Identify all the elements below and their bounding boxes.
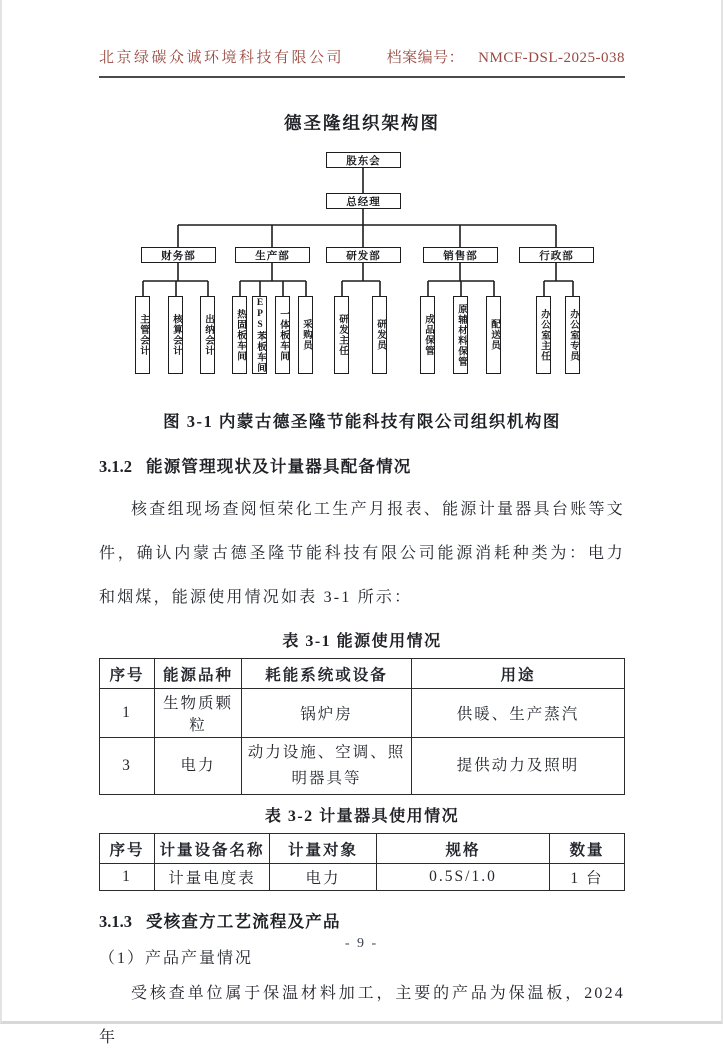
table-row	[100, 864, 625, 891]
paragraph-313: 受核查单位属于保温材料加工，主要的产品为保温板，2024 年	[99, 985, 625, 1046]
page-number: - 9 -	[344, 936, 379, 951]
figure-caption: 图 3-1 内蒙古德圣隆节能科技有限公司组织机构图	[163, 412, 561, 431]
column-header: 序号	[100, 659, 155, 689]
section-number: 3.1.3	[99, 912, 132, 931]
org-box-role: 出纳会计	[200, 296, 215, 374]
column-header: 耗能系统或设备	[242, 659, 412, 689]
page-header	[99, 46, 625, 78]
archive-value: NMCF-DSL-2025-038	[478, 50, 625, 66]
org-box-role: 采购员	[298, 296, 313, 374]
org-box-role: 办公室主任	[536, 296, 551, 374]
org-box-dept-production: 生产部	[235, 247, 310, 263]
archive-number	[387, 46, 625, 67]
table-cell: 动力设施、空调、照明器具等	[242, 738, 412, 795]
table-energy-use	[99, 658, 625, 795]
table-header-row	[100, 659, 625, 689]
org-box-role: EPS苯板车间	[252, 296, 267, 374]
table-cell: 供暖、生产蒸汽	[412, 689, 625, 738]
org-box-dept-finance: 财务部	[141, 247, 216, 263]
table-cell: 生物质颗粒	[155, 689, 242, 738]
org-box-role: 研发员	[372, 296, 387, 374]
org-box-role: 主管会计	[135, 296, 150, 374]
table-cell: 1	[100, 864, 155, 891]
table-cell: 计量电度表	[155, 864, 270, 891]
section-title: 能源管理现状及计量器具配备情况	[146, 457, 412, 476]
table-cell: 电力	[155, 738, 242, 795]
column-header: 能源品种	[155, 659, 242, 689]
org-chart	[99, 147, 630, 382]
table-cell: 1	[100, 689, 155, 738]
table-cell: 1 台	[550, 864, 625, 891]
section-number: 3.1.2	[99, 457, 132, 476]
table-cell: 0.5S/1.0	[377, 864, 550, 891]
org-box-role: 研发主任	[334, 296, 349, 374]
table-meters	[99, 833, 625, 891]
org-chart-title: 德圣隆组织架构图	[284, 113, 440, 133]
org-box-role: 成品保管	[420, 296, 435, 374]
table-cell: 提供动力及照明	[412, 738, 625, 795]
table-31-caption: 表 3-1 能源使用情况	[282, 633, 442, 650]
table-cell: 电力	[270, 864, 377, 891]
org-box-role: 一体板车间	[275, 296, 290, 374]
section-heading-312	[99, 453, 625, 477]
table-cell: 锅炉房	[242, 689, 412, 738]
archive-label: 档案编号：	[386, 50, 465, 66]
org-box-role: 核算会计	[168, 296, 183, 374]
org-box-dept-sales: 销售部	[423, 247, 498, 263]
table-header-row	[100, 834, 625, 864]
table-row	[100, 689, 625, 738]
column-header: 数量	[550, 834, 625, 864]
org-box-role: 原辅材料保管	[453, 296, 468, 374]
company-name: 北京绿碳众诚环境科技有限公司	[99, 50, 345, 66]
table-32-caption: 表 3-2 计量器具使用情况	[264, 808, 460, 825]
subsection-item: （1）产品产量情况	[99, 950, 254, 967]
column-header: 规格	[377, 834, 550, 864]
column-header: 计量对象	[270, 834, 377, 864]
org-box-role: 办公室专员	[565, 296, 580, 374]
org-box-general-manager: 总经理	[326, 193, 401, 209]
paragraph-312: 核查组现场查阅恒荣化工生产月报表、能源计量器具台账等文件，确认内蒙古德圣隆节能科技有限公司能源消耗种类为：电力和烟煤，能源使用情况如表 3-1 所示：	[99, 501, 625, 606]
section-title: 受核查方工艺流程及产品	[146, 912, 341, 931]
table-cell: 3	[100, 738, 155, 795]
column-header: 序号	[100, 834, 155, 864]
org-box-shareholders: 股东会	[326, 152, 401, 168]
column-header: 用途	[412, 659, 625, 689]
table-row	[100, 738, 625, 795]
column-header: 计量设备名称	[155, 834, 270, 864]
section-heading-313	[99, 908, 625, 932]
org-box-dept-admin: 行政部	[519, 247, 594, 263]
org-box-role: 配送员	[486, 296, 501, 374]
org-box-role: 热固板车间	[232, 296, 247, 374]
org-box-dept-rnd: 研发部	[326, 247, 401, 263]
